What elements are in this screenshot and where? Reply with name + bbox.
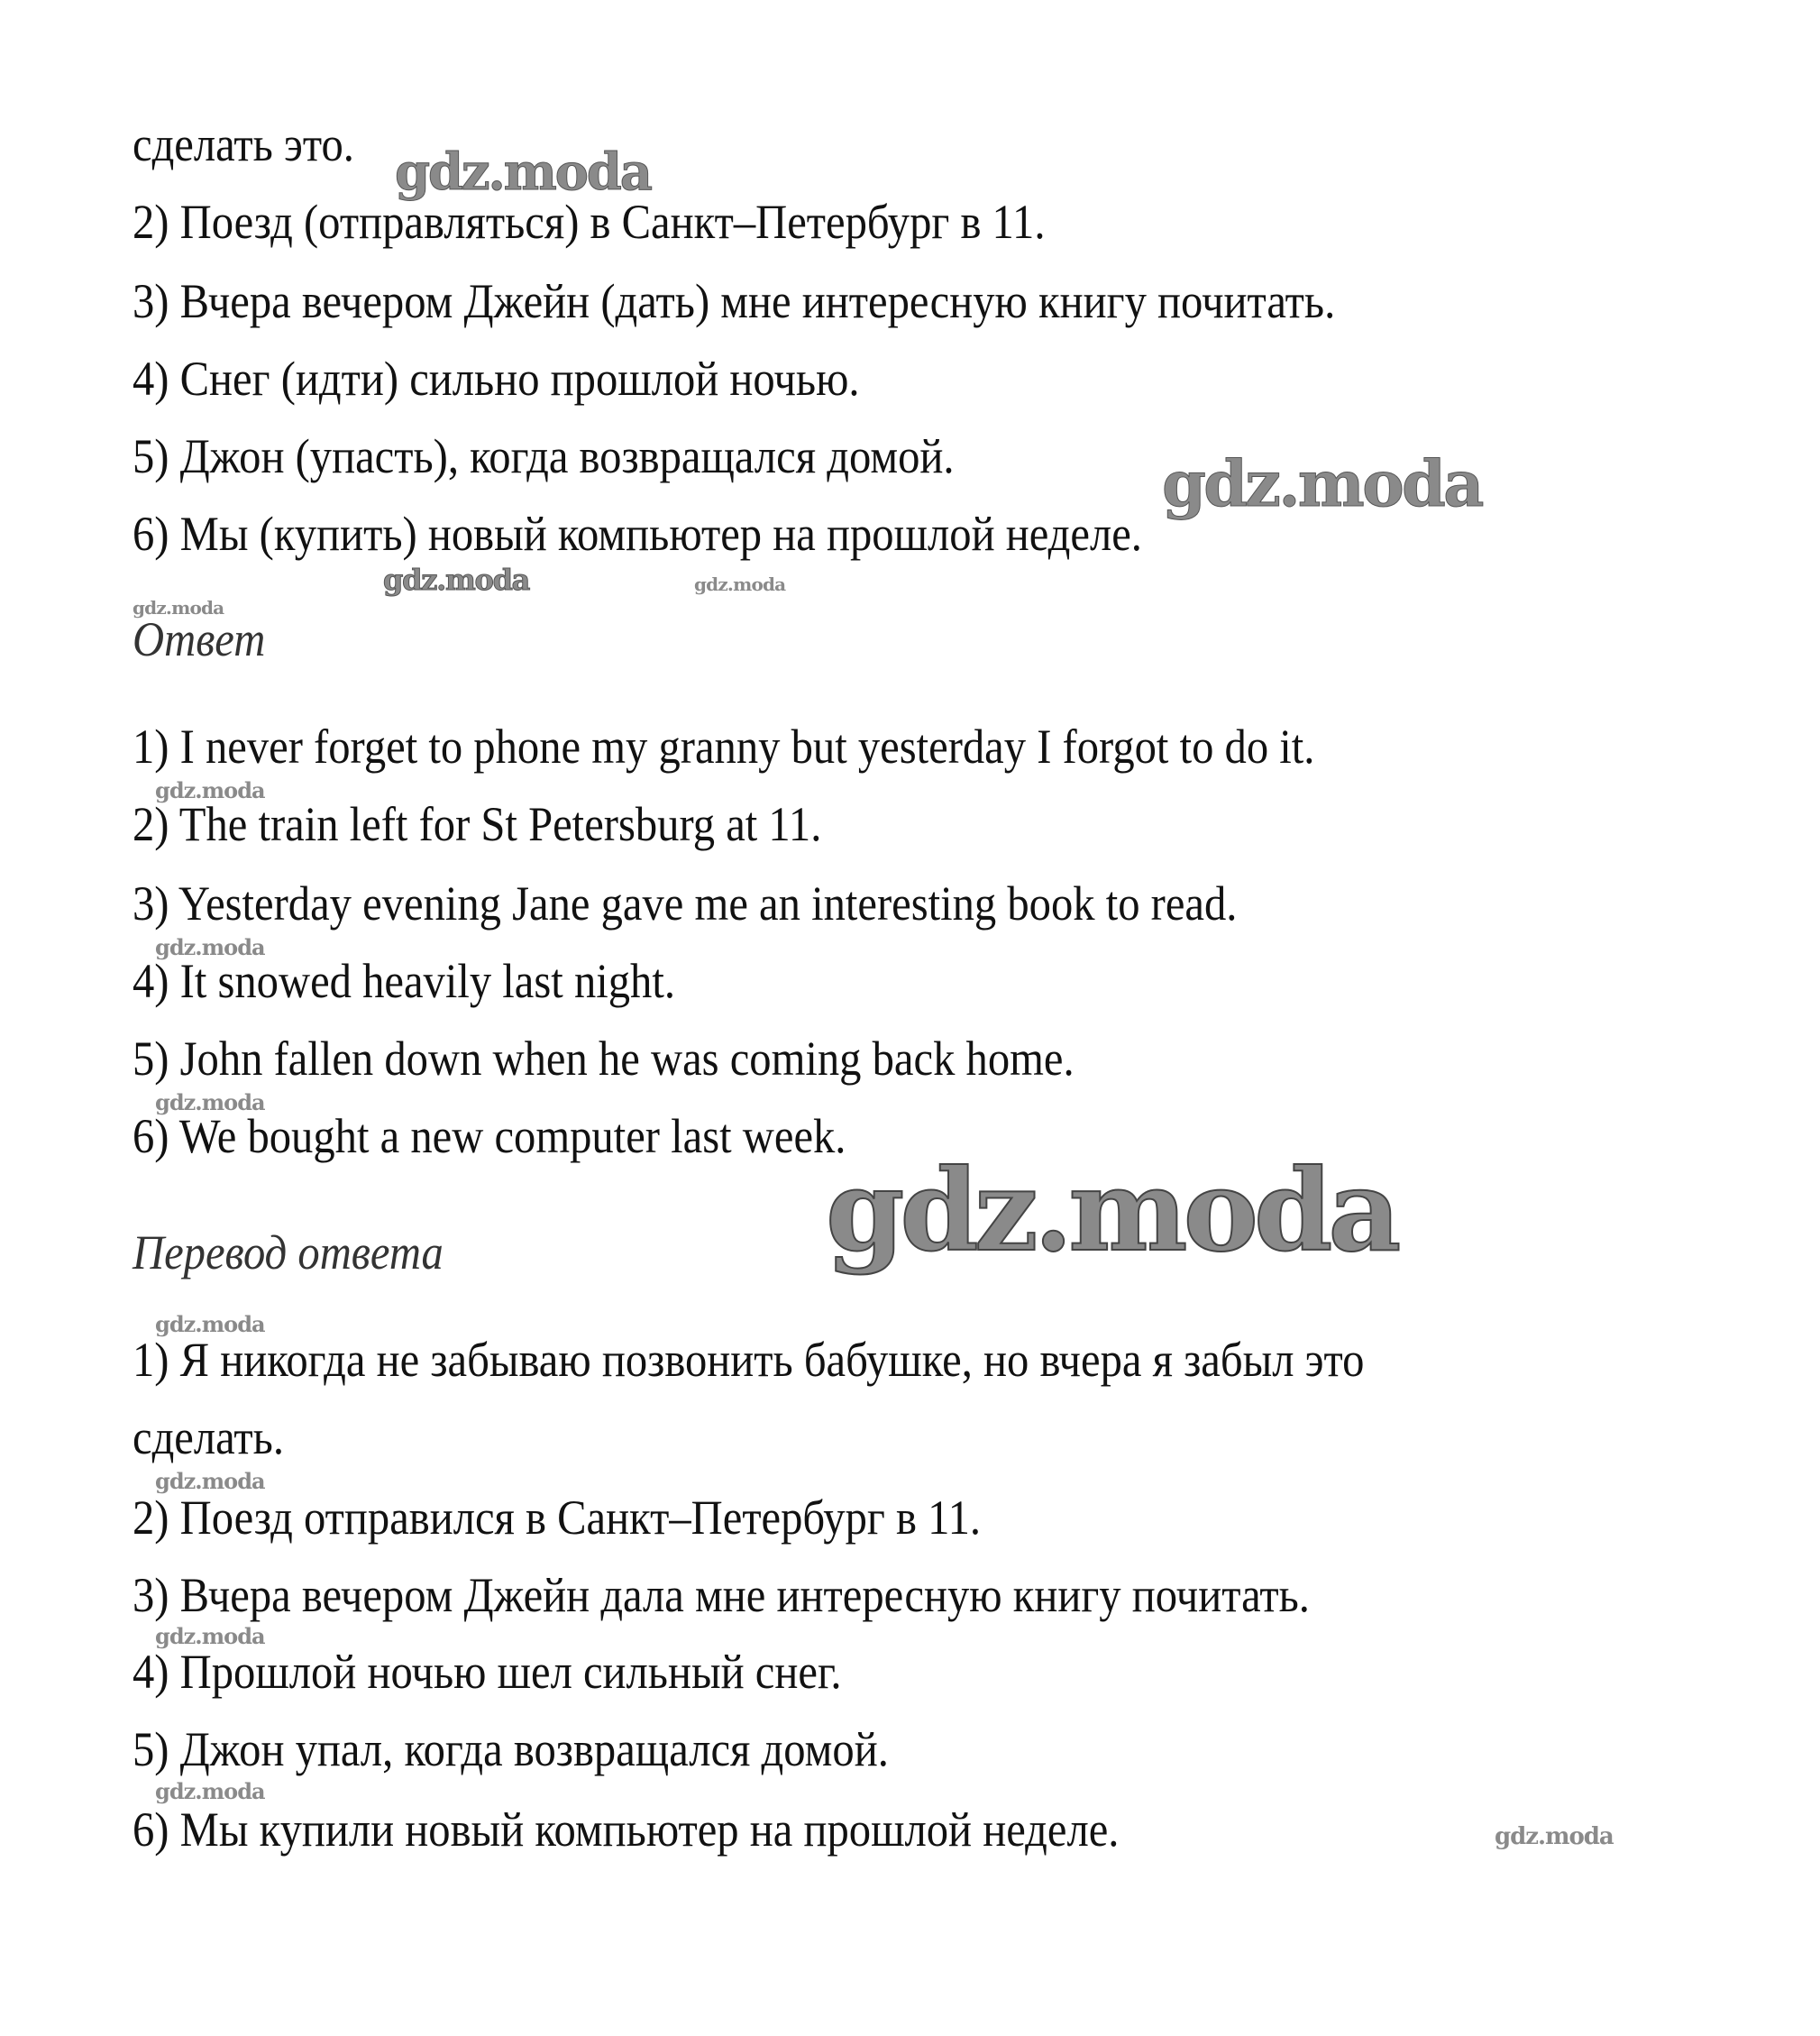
watermark: gdz.moda <box>155 1623 265 1649</box>
answer-line: 3) Yesterday evening Jane gave me an interesting book to read. <box>133 876 1238 931</box>
answer-line: 5) John fallen down when he was coming back home. <box>133 1032 1075 1086</box>
watermark: gdz.moda <box>155 1089 265 1115</box>
answer-line: 4) It snowed heavily last night. <box>133 954 676 1008</box>
watermark: gdz.moda <box>826 1145 1397 1277</box>
translation-line: сделать. <box>133 1410 284 1464</box>
answer-line: 6) We bought a new computer last week. <box>133 1109 846 1163</box>
task-line: 6) Мы (купить) новый компьютер на прошлой неделе. <box>133 507 1142 561</box>
watermark: gdz.moda <box>155 777 265 803</box>
watermark: gdz.moda <box>383 563 530 597</box>
watermark: gdz.moda <box>155 934 265 960</box>
translation-line: 4) Прошлой ночью шел сильный снег. <box>133 1645 842 1699</box>
translation-line: 6) Мы купили новый компьютер на прошлой неделе. <box>133 1802 1120 1857</box>
watermark: gdz.moda <box>1162 446 1482 521</box>
watermark: gdz.moda <box>1495 1823 1614 1850</box>
translation-line: 1) Я никогда не забываю позвонить бабушке, но вчера я забыл это <box>133 1333 1365 1387</box>
task-line: 4) Снег (идти) сильно прошлой ночью. <box>133 352 860 406</box>
watermark: gdz.moda <box>133 597 224 619</box>
answer-line: 1) I never forget to phone my granny but yesterday I forgot to do it. <box>133 720 1315 774</box>
watermark: gdz.moda <box>694 573 786 595</box>
task-line: 3) Вчера вечером Джейн (дать) мне интересную книгу почитать. <box>133 274 1336 328</box>
task-line: 2) Поезд (отправляться) в Санкт–Петербург в 11. <box>133 195 1046 249</box>
watermark: gdz.moda <box>155 1468 265 1494</box>
watermark: gdz.moda <box>395 142 651 202</box>
translation-line: 2) Поезд отправился в Санкт–Петербург в 11. <box>133 1490 982 1545</box>
translation-line: 5) Джон упал, когда возвращался домой. <box>133 1722 889 1776</box>
watermark: gdz.moda <box>155 1778 265 1804</box>
task-line: сделать это. <box>133 117 354 171</box>
watermark: gdz.moda <box>155 1311 265 1337</box>
translation-line: 3) Вчера вечером Джейн дала мне интересную книгу почитать. <box>133 1568 1310 1622</box>
task-line: 5) Джон (упасть), когда возвращался домой. <box>133 429 955 483</box>
answer-heading: Ответ <box>133 612 266 666</box>
translation-heading: Перевод ответа <box>133 1225 444 1279</box>
answer-line: 2) The train left for St Petersburg at 11. <box>133 797 822 851</box>
